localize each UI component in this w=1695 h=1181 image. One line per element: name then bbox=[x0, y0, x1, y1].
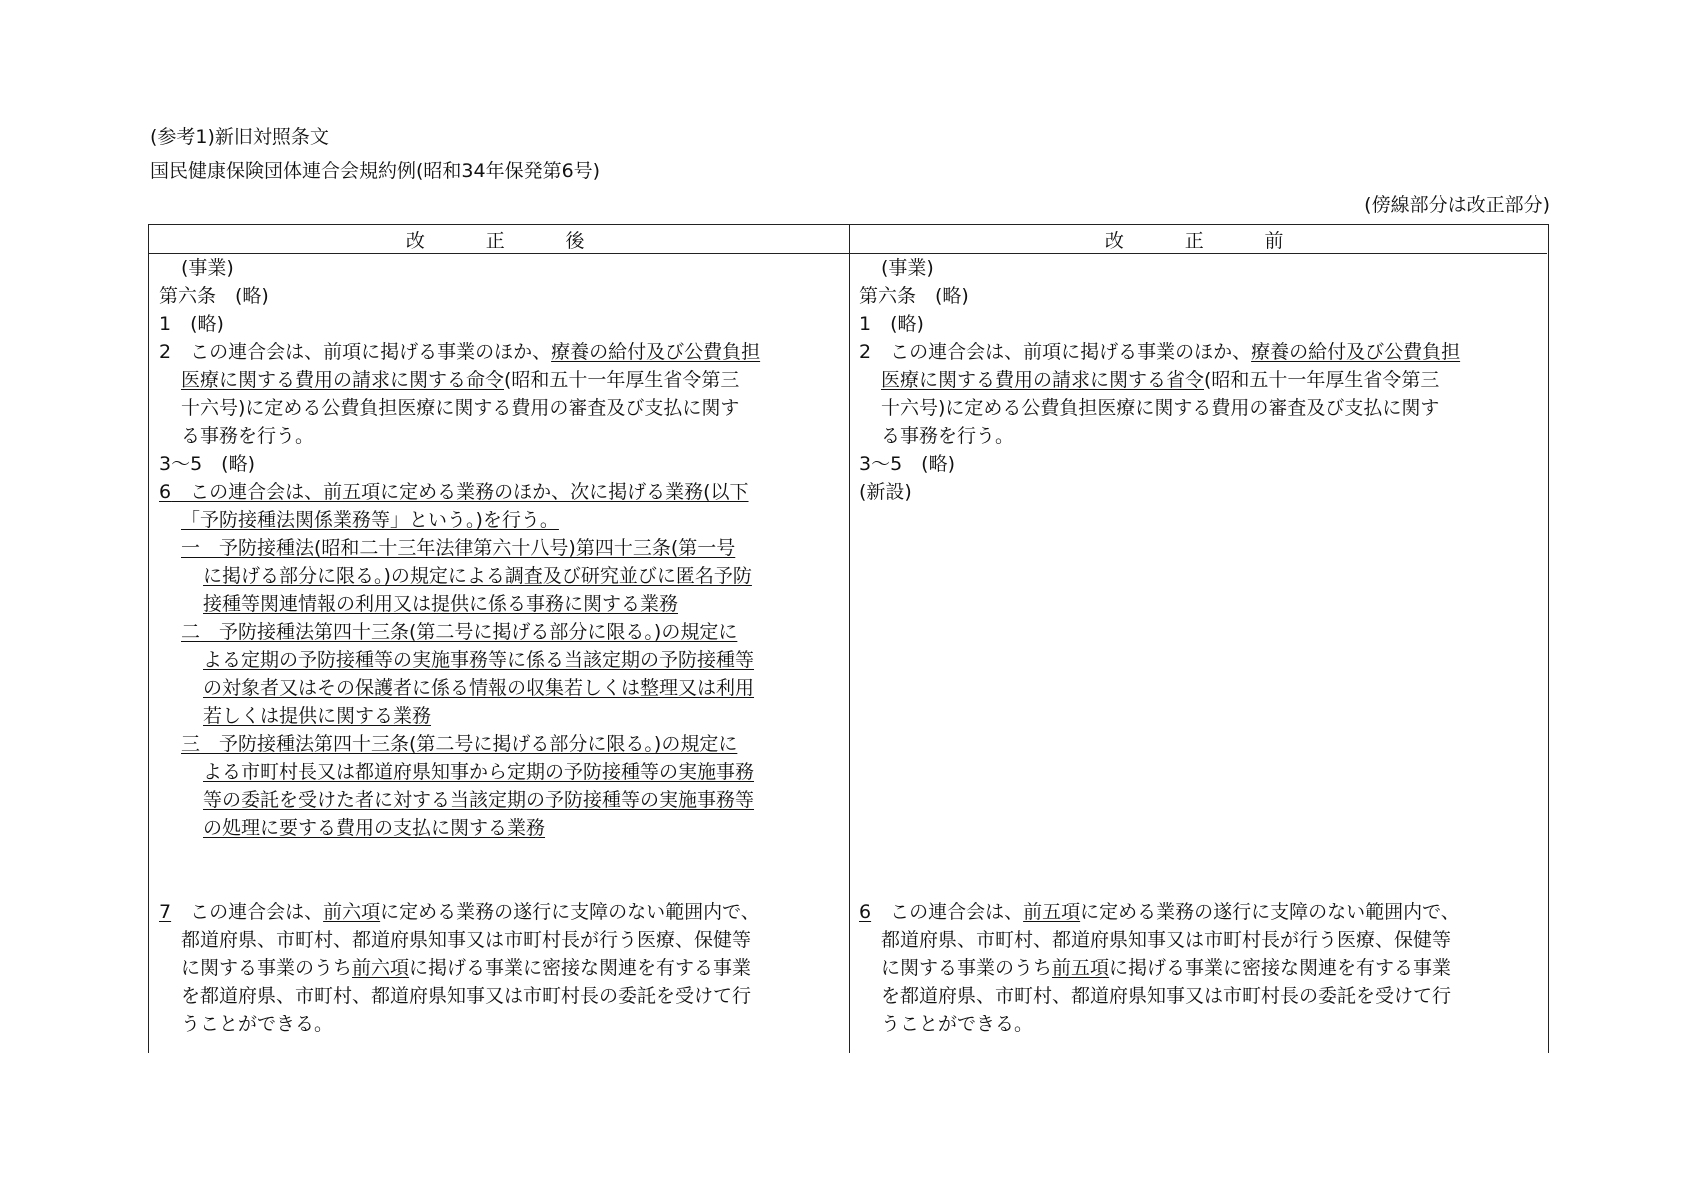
text-line: 第六条 (略) bbox=[159, 285, 269, 307]
text-line: 第六条 (略) bbox=[859, 285, 969, 307]
text-line: の対象者又はその保護者に係る情報の収集若しくは整理又は利用 bbox=[203, 677, 755, 699]
header-before-revision: 改 正 前 bbox=[849, 225, 1547, 254]
text-line: (新設) bbox=[859, 481, 912, 503]
text-line: 三 予防接種法第四十三条(第二号に掲げる部分に限る。)の規定に bbox=[181, 733, 738, 755]
text-line: を都道府県、市町村、都道府県知事又は市町村長の委託を受けて行 bbox=[881, 985, 1452, 1007]
text-line: 十六号)に定める公費負担医療に関する費用の審査及び支払に関す bbox=[181, 397, 740, 419]
text-line: 若しくは提供に関する業務 bbox=[203, 705, 432, 727]
text-line: 1 (略) bbox=[859, 313, 924, 335]
column-divider bbox=[849, 225, 850, 1053]
text-line: る事務を行う。 bbox=[181, 425, 315, 447]
text-line: よる市町村長又は都道府県知事から定期の予防接種等の実施事務 bbox=[203, 761, 755, 783]
text-line: うことができる。 bbox=[181, 1013, 334, 1035]
text-line: の処理に要する費用の支払に関する業務 bbox=[203, 817, 546, 839]
text-line: 都道府県、市町村、都道府県知事又は市町村長が行う医療、保健等 bbox=[881, 929, 1452, 951]
text-line: 1 (略) bbox=[159, 313, 224, 335]
text-line: 十六号)に定める公費負担医療に関する費用の審査及び支払に関す bbox=[881, 397, 1440, 419]
text-line: 等の委託を受けた者に対する当該定期の予防接種等の実施事務等 bbox=[203, 789, 755, 811]
text-line: 接種等関連情報の利用又は提供に係る事務に関する業務 bbox=[203, 593, 679, 615]
document-title: (参考1)新旧対照条文 bbox=[150, 126, 329, 148]
comparison-table bbox=[148, 224, 1549, 1053]
text-line: 一 予防接種法(昭和二十三年法律第六十八号)第四十三条(第一号 bbox=[181, 537, 736, 559]
text-line: 3〜5 (略) bbox=[859, 453, 956, 475]
text-line: (事業) bbox=[881, 257, 934, 279]
text-line: 都道府県、市町村、都道府県知事又は市町村長が行う医療、保健等 bbox=[181, 929, 752, 951]
text-line: を都道府県、市町村、都道府県知事又は市町村長の委託を受けて行 bbox=[181, 985, 752, 1007]
text-line: 2 この連合会は、前項に掲げる事業のほか、療養の給付及び公費負担 bbox=[159, 341, 761, 363]
text-line: 「予防接種法関係業務等」という。)を行う。 bbox=[181, 509, 559, 531]
text-line: に関する事業のうち前六項に掲げる事業に密接な関連を有する事業 bbox=[181, 957, 752, 979]
text-line: うことができる。 bbox=[881, 1013, 1034, 1035]
text-line: に掲げる部分に限る。)の規定による調査及び研究並びに匿名予防 bbox=[203, 565, 752, 587]
text-line: 6 この連合会は、前五項に定める業務のほか、次に掲げる業務(以下 bbox=[159, 481, 749, 503]
text-line: 医療に関する費用の請求に関する省令(昭和五十一年厚生省令第三 bbox=[881, 369, 1440, 391]
header-after-revision: 改 正 後 bbox=[149, 225, 849, 254]
text-line: 7 この連合会は、前六項に定める業務の遂行に支障のない範囲内で、 bbox=[159, 901, 760, 923]
text-line: る事務を行う。 bbox=[881, 425, 1015, 447]
text-line: 二 予防接種法第四十三条(第二号に掲げる部分に限る。)の規定に bbox=[181, 621, 738, 643]
underline-note: (傍線部分は改正部分) bbox=[1364, 194, 1550, 216]
document-subtitle: 国民健康保険団体連合会規約例(昭和34年保発第6号) bbox=[150, 160, 601, 182]
text-line: 医療に関する費用の請求に関する命令(昭和五十一年厚生省令第三 bbox=[181, 369, 740, 391]
text-line: 3〜5 (略) bbox=[159, 453, 256, 475]
text-line: 2 この連合会は、前項に掲げる事業のほか、療養の給付及び公費負担 bbox=[859, 341, 1461, 363]
text-line: 6 この連合会は、前五項に定める業務の遂行に支障のない範囲内で、 bbox=[859, 901, 1460, 923]
text-line: よる定期の予防接種等の実施事務等に係る当該定期の予防接種等 bbox=[203, 649, 755, 671]
text-line: に関する事業のうち前五項に掲げる事業に密接な関連を有する事業 bbox=[881, 957, 1452, 979]
text-line: (事業) bbox=[181, 257, 234, 279]
